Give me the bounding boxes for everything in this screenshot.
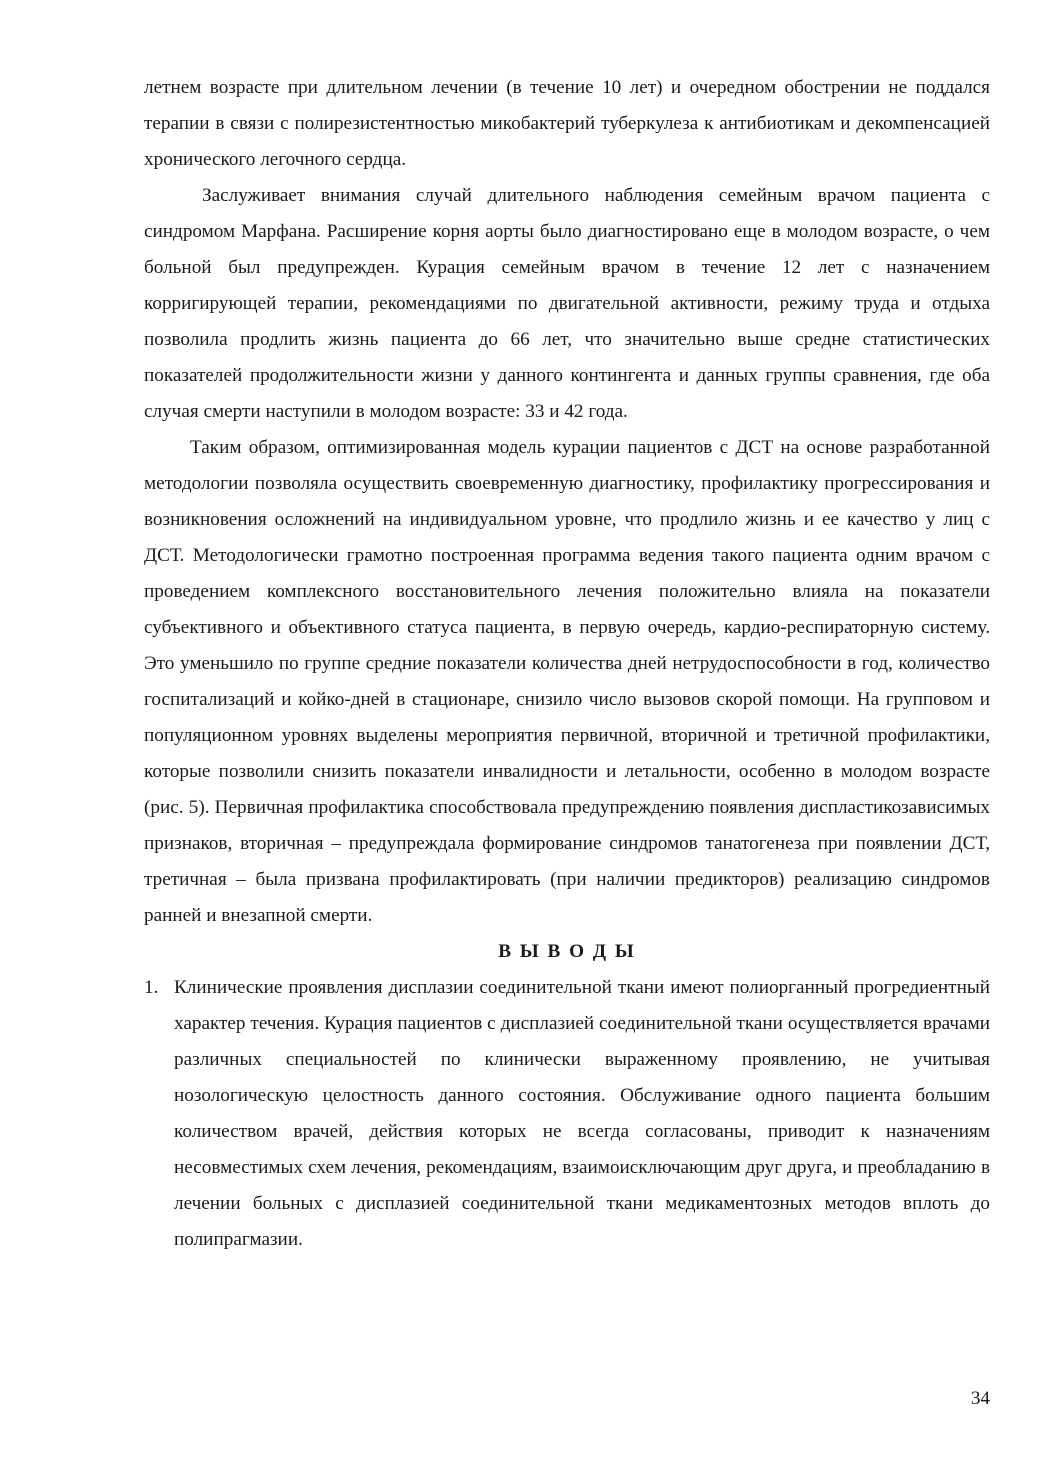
list-item-number: 1.: [144, 977, 159, 998]
paragraph: Заслуживает внимания случай длительного наблюдения семейным врачом пациента с синдромом Марфана. Расширение корня аорты было диагностировано еще в молодом возрасте, о чем больной был предупрежден. Курация семейным врачом в течение 12 лет с назначением корригирующей терапии, рекомендациями по двигательной активности, режиму труда и отдыха позволила продлить жизнь пациента до 66 лет, что значительно выше средне статистических показателей продолжительности жизни у данного контингента и данных группы сравнения, где оба случая смерти наступили в молодом возрасте: 33 и 42 года.: [144, 185, 990, 422]
page-body: [144, 70, 990, 1258]
paragraph: Таким образом, оптимизированная модель курации пациентов с ДСТ на основе разработанной методологии позволяла осуществить своевременную диагностику, профилактику прогрессирования и возникновения осложнений на индивидуальном уровне, что продлило жизнь и ее качество у лиц с ДСТ. Методологически грамотно построенная программа ведения такого пациента одним врачом с проведением комплексного восстановительного лечения положительно влияла на показатели субъективного и объективного статуса пациента, в первую очередь, кардио-респираторную систему. Это уменьшило по группе средние показатели количества дней нетрудоспособности в год, количество госпитализаций и койко-дней в стационаре, снизило число вызовов скорой помощи. На групповом и популяционном уровнях выделены мероприятия первичной, вторичной и третичной профилактики, которые позволили снизить показатели инвалидности и летальности, особенно в молодом возрасте (рис. 5). Первичная профилактика способствовала предупреждению появления диспластикозависимых признаков, вторичная – предупреждала формирование синдромов танатогенеза при появлении ДСТ, третичная – была призвана профилактировать (при наличии предикторов) реализацию синдромов ранней и внезапной смерти.: [144, 437, 990, 926]
conclusions-list: [144, 970, 990, 1258]
paragraph: летнем возрасте при длительном лечении (в течение 10 лет) и очередном обострении не поддался терапии в связи с полирезистентностью микобактерий туберкулеза к антибиотикам и декомпенсацией хронического легочного сердца.: [144, 77, 990, 170]
page-number: 34: [970, 1388, 990, 1409]
list-item: [144, 970, 990, 1258]
section-heading: В Ы В О Д Ы: [498, 941, 636, 962]
list-item-text: Клинические проявления дисплазии соединительной ткани имеют полиорганный прогредиентный характер течения. Курация пациентов с дисплазией соединительной ткани осуществляется врачами различных специальностей по клинически выраженному проявлению, не учитывая нозологическую целостность данного состояния. Обслуживание одного пациента большим количеством врачей, действия которых не всегда согласованы, приводит к назначениям несовместимых схем лечения, рекомендациям, взаимоисключающим друг друга, и преобладанию в лечении больных с дисплазией соединительной ткани медикаментозных методов вплоть до полипрагмазии.: [174, 977, 990, 1250]
